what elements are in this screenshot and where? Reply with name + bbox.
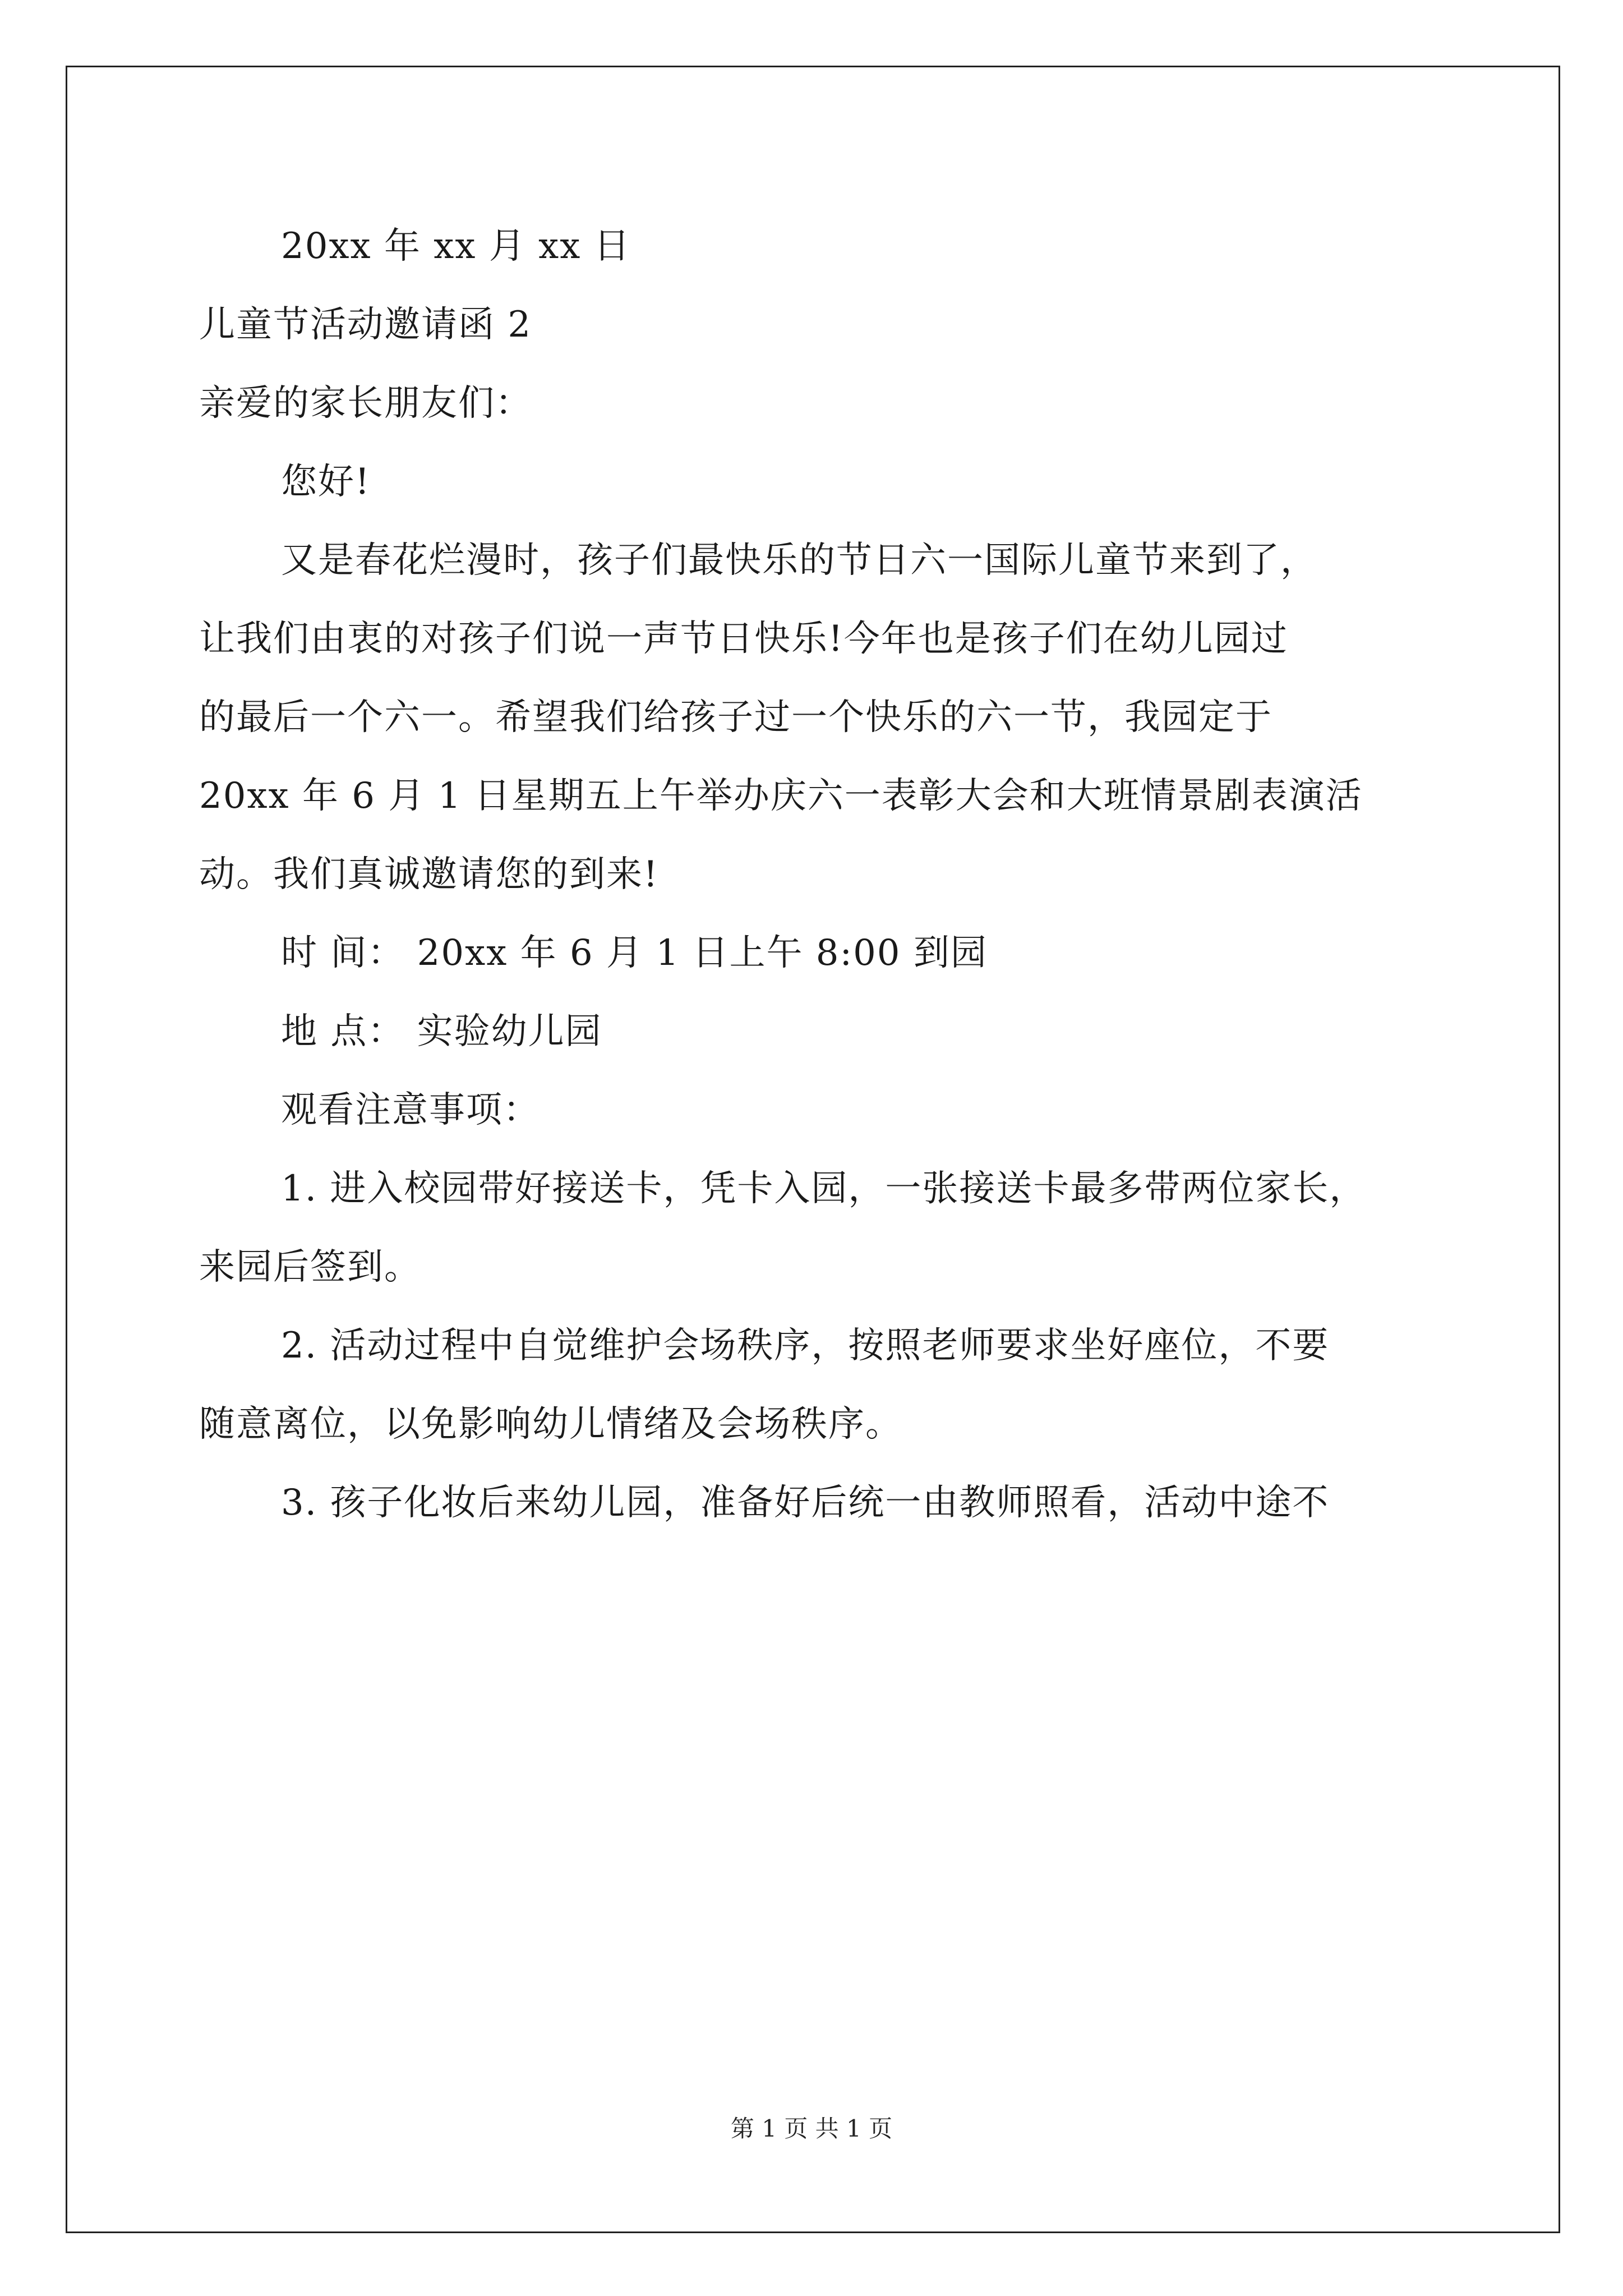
document-line: 又是春花烂漫时，孩子们最快乐的节日六一国际儿童节来到了， (281, 540, 1317, 581)
document-line: 您好! (281, 461, 371, 503)
document-line: 动。我们真诚邀请您的到来! (199, 854, 659, 895)
document-line: 的最后一个六一。希望我们给孩子过一个快乐的六一节，我园定于 (199, 697, 1272, 738)
document-line: 20xx 年 xx 月 xx 日 (281, 226, 631, 267)
document-line: 随意离位，以免影响幼儿情绪及会场秩序。 (199, 1404, 902, 1445)
document-line: 3. 孩子化妆后来幼儿园，准备好后统一由教师照看，活动中途不 (281, 1482, 1330, 1524)
document-line: 亲爱的家长朋友们： (199, 383, 532, 424)
document-line: 让我们由衷的对孩子们说一声节日快乐!今年也是孩子们在幼儿园过 (199, 618, 1288, 660)
document-line: 2. 活动过程中自觉维护会场秩序，按照老师要求坐好座位，不要 (281, 1325, 1330, 1366)
document-line: 时 间： 20xx 年 6 月 1 日上午 8:00 到园 (281, 932, 988, 974)
document-line: 1. 进入校园带好接送卡，凭卡入园，一张接送卡最多带两位家长， (281, 1168, 1367, 1209)
document-line: 20xx 年 6 月 1 日星期五上午举办庆六一表彰大会和大班情景剧表演活 (199, 775, 1363, 817)
document-line: 地 点： 实验幼儿园 (281, 1011, 602, 1052)
document-line: 来园后签到。 (199, 1246, 421, 1288)
document-line: 观看注意事项： (281, 1089, 540, 1131)
document-line: 儿童节活动邀请函 2 (199, 304, 532, 346)
page-footer: 第 1 页 共 1 页 (730, 2115, 893, 2142)
